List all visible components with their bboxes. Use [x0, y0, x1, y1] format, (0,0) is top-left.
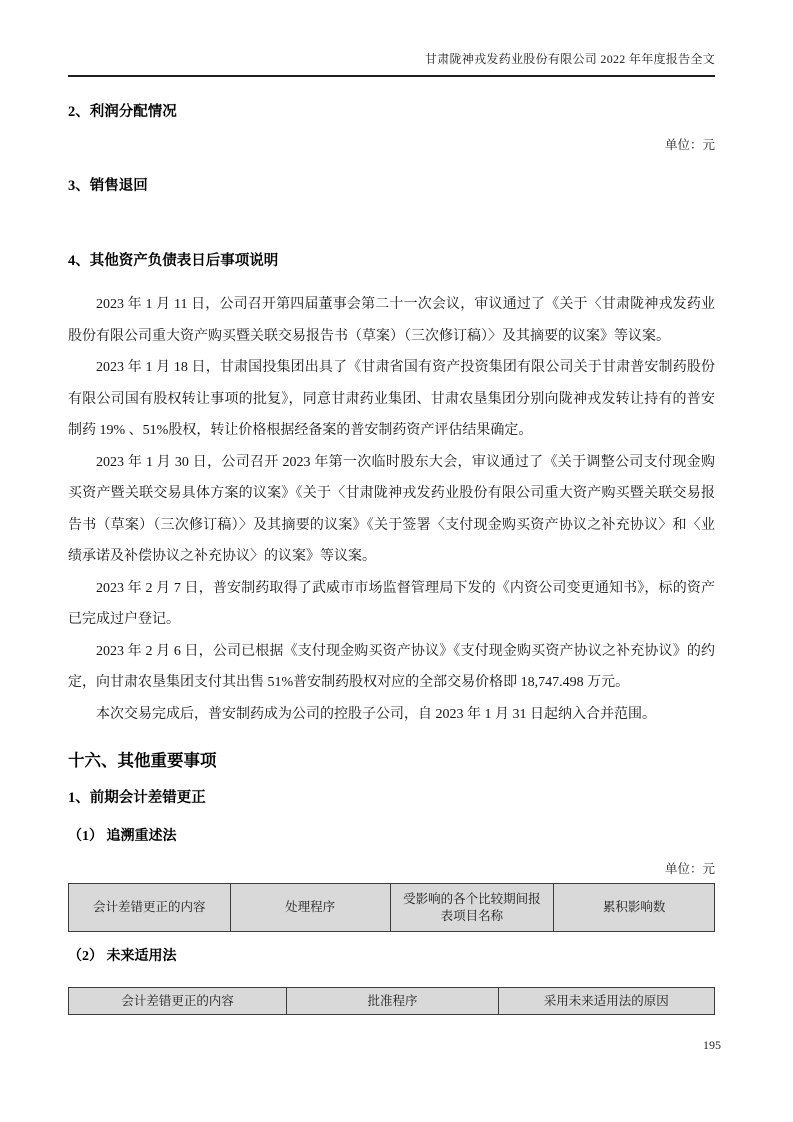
post-balance-events-body	[68, 289, 715, 730]
column-header-cumulative-impact: 累积影响数	[554, 884, 715, 932]
column-header-prospective-reason: 采用未来适用法的原因	[498, 988, 714, 1015]
column-header-affected-report-items: 受影响的各个比较期间报表项目名称	[390, 884, 553, 932]
section-title-post-balance-events: 4、其他资产负债表日后事项说明	[68, 253, 279, 269]
paragraph-payment: 2023 年 2 月 6 日，公司已根据《支付现金购买资产协议》《支付现金购买资产协议之补充协议》的约定，向甘肃农垦集团支付其出售 51%普安制药股权对应的全部交易价格即 18,747.498 万元。	[68, 643, 715, 690]
section-title-prior-period-corrections: 1、前期会计差错更正	[68, 790, 206, 806]
page-number: 195	[703, 1038, 721, 1052]
running-header: 甘肃陇神戎发药业股份有限公司 2022 年年度报告全文	[424, 52, 715, 66]
unit-label-retrospective: 单位：元	[664, 862, 715, 876]
subsection-title-prospective-application: （2） 未来适用法	[68, 949, 177, 964]
paragraph-board-meeting: 2023 年 1 月 11 日，公司召开第四届董事会第二十一次会议，审议通过了《关于〈甘肃陇神戎发药业股份有限公司重大资产购买暨关联交易报告书（草案）（三次修订稿）〉及其摘要的议案》等议案。	[68, 297, 715, 344]
paragraph-sasac-approval: 2023 年 1 月 18 日，甘肃国投集团出具了《甘肃省国有资产投资集团有限公司关于甘肃普安制药股份有限公司国有股权转让事项的批复》，同意甘肃药业集团、甘肃农垦集团分别向陇神戎发转让持有的普安制药 19% 、51%股权，转让价格根据经备案的普安制药资产评估结果确定。	[68, 360, 715, 438]
column-header-correction-content: 会计差错更正的内容	[69, 988, 287, 1015]
retrospective-restatement-table	[68, 883, 715, 932]
section-title-sales-return: 3、销售退回	[68, 178, 148, 194]
unit-label-profit-distribution: 单位：元	[664, 138, 715, 152]
table-header-row	[69, 988, 715, 1015]
chapter-title-other-important-matters: 十六、其他重要事项	[68, 751, 217, 770]
paragraph-registration-change: 2023 年 2 月 7 日，普安制药取得了武威市市场监督管理局下发的《内资公司变更通知书》，标的资产已完成过户登记。	[68, 580, 715, 627]
paragraph-consolidation: 本次交易完成后，普安制药成为公司的控股子公司，自 2023 年 1 月 31 日起纳入合并范围。	[96, 706, 656, 722]
section-title-profit-distribution: 2、利润分配情况	[68, 104, 177, 120]
subsection-title-retrospective-restatement: （1） 追溯重述法	[68, 829, 177, 844]
column-header-correction-content: 会计差错更正的内容	[69, 884, 231, 932]
paragraph-shareholders-meeting: 2023 年 1 月 30 日，公司召开 2023 年第一次临时股东大会，审议通过了《关于调整公司支付现金购买资产暨关联交易具体方案的议案》《关于〈甘肃陇神戎发药业股份有限公司重大资产购买暨关联交易报告书（草案）（三次修订稿）〉及其摘要的议案》《关于签署〈支付现金购买资产协议之补充协议〉和〈业绩承诺及补偿协议之补充协议〉的议案》等议案。	[68, 454, 715, 564]
column-header-approval-procedure: 批准程序	[287, 988, 498, 1015]
column-header-processing-procedure: 处理程序	[230, 884, 390, 932]
header-rule	[68, 75, 715, 77]
prospective-application-table	[68, 987, 715, 1015]
table-header-row	[69, 884, 715, 932]
